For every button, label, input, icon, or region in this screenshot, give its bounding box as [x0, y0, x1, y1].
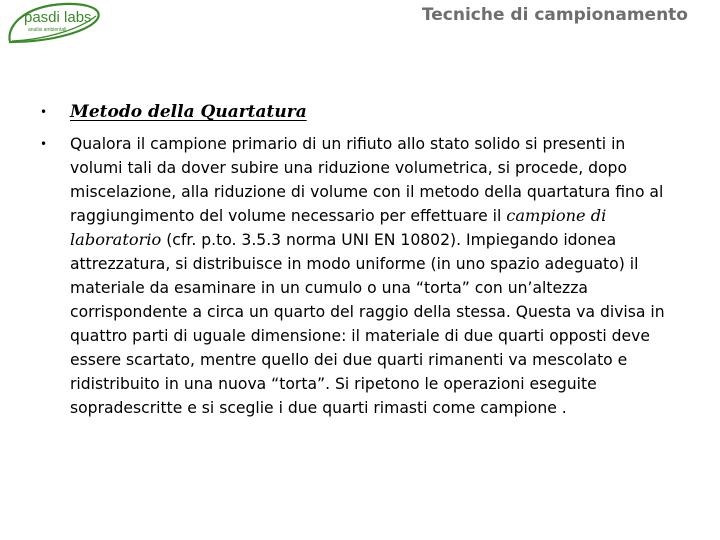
paragraph-bullet-item [40, 132, 680, 420]
page-title: Tecniche di campionamento [421, 5, 688, 25]
heading-bullet-item [40, 100, 680, 124]
paragraph-emphasis: campione di laboratorio [70, 206, 607, 249]
paragraph-text-start: Qualora il campione primario di un rifiuto allo stato solido si presenti in volumi tali da dover subire una riduzione volumetrica, si procede, dopo miscelazione, alla riduzione di volume con il metodo della quartatura fino al raggiungimento del volume necessario per effettuare il [70, 135, 664, 225]
section-heading: Metodo della Quartatura [70, 102, 307, 122]
bullet-marker: • [40, 105, 48, 119]
slide-content [40, 100, 680, 420]
company-logo [2, 0, 106, 48]
paragraph-text-end: (cfr. p.to. 3.5.3 norma UNI EN 10802). Impiegando idonea attrezzatura, si distribuisce in modo uniforme (in uno spazio adeguato) il materiale da esaminare in un cumulo o una “torta” con un’altezza corrispondente a circa un quarto del raggio della stessa. Questa va divisa in quattro parti di uguale dimensione: il materiale di due quarti opposti deve essere scartato, mentre quello dei due quarti rimanenti va mescolato e ridistribuito in una nuova “torta”. Si ripetono le operazioni eseguite sopradescritte e si sceglie i due quarti rimasti come campione . [70, 231, 665, 417]
logo-tagline: analisi ambientali [28, 27, 67, 33]
logo-wordmark: pasdi labs [24, 9, 92, 26]
body-paragraph [70, 132, 680, 420]
bullet-marker: • [40, 137, 48, 151]
logo-mark [2, 0, 106, 48]
